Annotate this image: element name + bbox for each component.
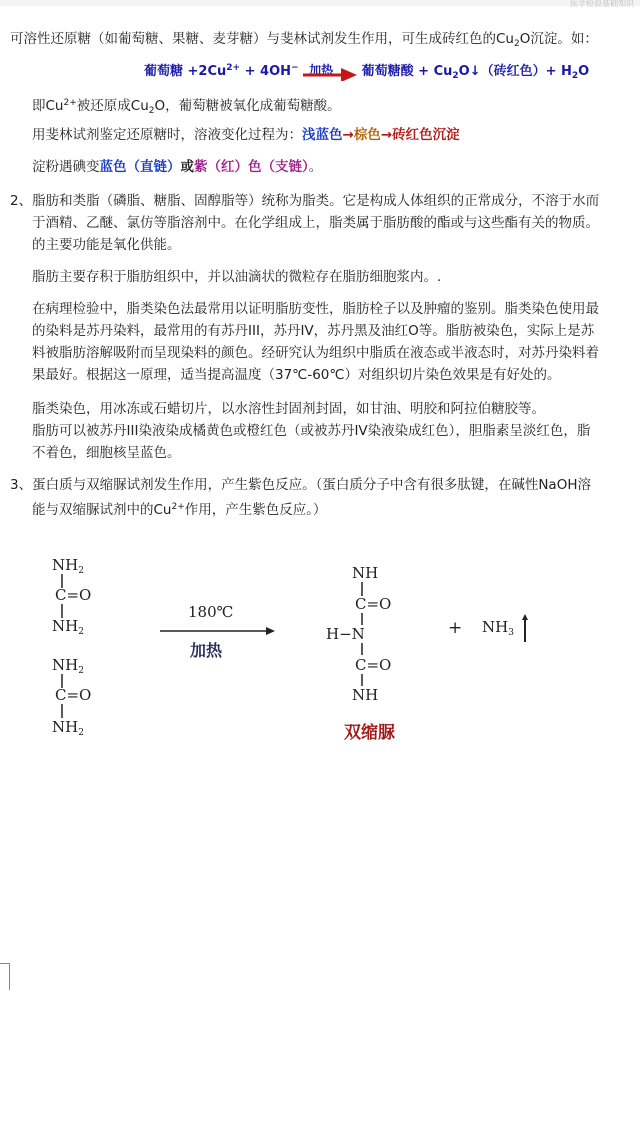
product-nh-top: NH (352, 564, 379, 582)
product-nh-bottom: NH (352, 686, 379, 704)
fehling-equation: 葡萄糖 $+2Cu^{2+} + 4OH^-$ 加热 葡萄糖酸 + $Cu_2O↓$（砖红色）+ $H_2O$ (144, 62, 590, 81)
bond-line (360, 613, 364, 625)
temperature-condition: 180℃ (188, 603, 234, 621)
urea2-nh2-top: $NH_2$ (52, 656, 84, 676)
lipid-line-10: 脂肪可以被苏丹III染液染成橘黄色或橙红色（或被苏丹IV染液染成红色），胆脂素呈淡红色，脂 (32, 423, 591, 439)
paragraph-reduction: 即$Cu^{2+}$被还原成$Cu_2O$，葡萄糖被氧化成葡萄糖酸。 (32, 98, 341, 116)
urea2-carbonyl: C=O (55, 686, 92, 704)
lipid-line-7: 料被脂肪溶解吸附而呈现染料的颜色。经研究认为组织中脂质在液态或半液态时，对苏丹染料着 (32, 345, 599, 361)
product-amine: H−N (326, 625, 365, 643)
yield-arrow (160, 626, 275, 636)
lipid-line-11: 不着色，细胞核呈蓝色。 (32, 445, 181, 461)
product-name-biuret: 双缩脲 (344, 723, 395, 743)
plus-sign: + (448, 618, 463, 638)
product-carbonyl-2: C=O (355, 656, 392, 674)
lipid-line-5: 在病理检验中，脂类染色法最常用以证明脂肪变性，脂肪栓子以及肿瘤的鉴别。脂类染色使用最 (32, 301, 599, 317)
bond-line (60, 704, 64, 718)
protein-line-2: 能与双缩脲试剂中的$Cu^{2+}$作用，产生紫色反应。） (32, 502, 327, 518)
urea1-carbonyl: C=O (55, 586, 92, 604)
lipid-line-4: 脂肪主要存积于脂肪组织中，并以油滴状的微粒存在脂肪细胞浆内。. (32, 269, 442, 285)
header-text: 医学检验基础知识 (570, 0, 634, 8)
ammonia: $NH_3$ (482, 618, 514, 638)
lipid-line-2: 于酒精、乙醚、氯仿等脂溶剂中。在化学组成上，脂类属于脂肪酸的酯或与这些酯有关的物质。 (32, 215, 599, 231)
top-strip (0, 0, 640, 6)
bond-line (60, 604, 64, 618)
product-carbonyl-1: C=O (355, 595, 392, 613)
heat-condition: 加热 (309, 62, 334, 77)
protein-line-1: 3、蛋白质与双缩脲试剂发生作用，产生紫色反应。（蛋白质分子中含有很多肽键，在碱性NaOH溶 (10, 477, 591, 493)
urea2-nh2-bottom: $NH_2$ (52, 718, 84, 738)
lipid-line-6: 的染料是苏丹染料，最常用的有苏丹III，苏丹IV，苏丹黑及油红O等。脂肪被染色，实际上是苏 (32, 323, 595, 339)
bond-line (360, 674, 364, 686)
lipid-line-8: 果最好。根据这一原理，适当提高温度（37℃-60℃）对组织切片染色效果是有好处的。 (32, 367, 561, 383)
lipid-line-1: 2、脂肪和类脂（磷脂、糖脂、固醇脂等）统称为脂类。它是构成人体组织的正常成分，不溶于水而 (10, 193, 600, 209)
urea1-nh2-bottom: $NH_2$ (52, 617, 84, 637)
paragraph-reducing-sugar: 可溶性还原糖（如葡萄糖、果糖、麦芽糖）与斐林试剂发生作用，可生成砖红色的$Cu_2O$沉淀。如： (10, 31, 598, 49)
lipid-line-9: 脂类染色，用冰冻或石蜡切片，以水溶性封固剂封固，如甘油、明胶和阿拉伯糖胶等。 (32, 401, 545, 417)
urea1-nh2-top: $NH_2$ (52, 556, 84, 576)
lipid-line-3: 的主要功能是氧化供能。 (32, 237, 181, 253)
paragraph-color-change: 用斐林试剂鉴定还原糖时，溶液变化过程为：浅蓝色→棕色→砖红色沉淀 (32, 127, 460, 143)
reaction-arrow (303, 63, 357, 81)
bond-line (360, 582, 364, 596)
gas-arrow (522, 614, 528, 642)
heating-condition: 加热 (190, 641, 223, 660)
paragraph-starch-iodine: 淀粉遇碘变蓝色（直链）或紫（红）色（支链）。 (32, 159, 323, 175)
bond-line (360, 643, 364, 655)
page-corner-mark (0, 963, 10, 990)
